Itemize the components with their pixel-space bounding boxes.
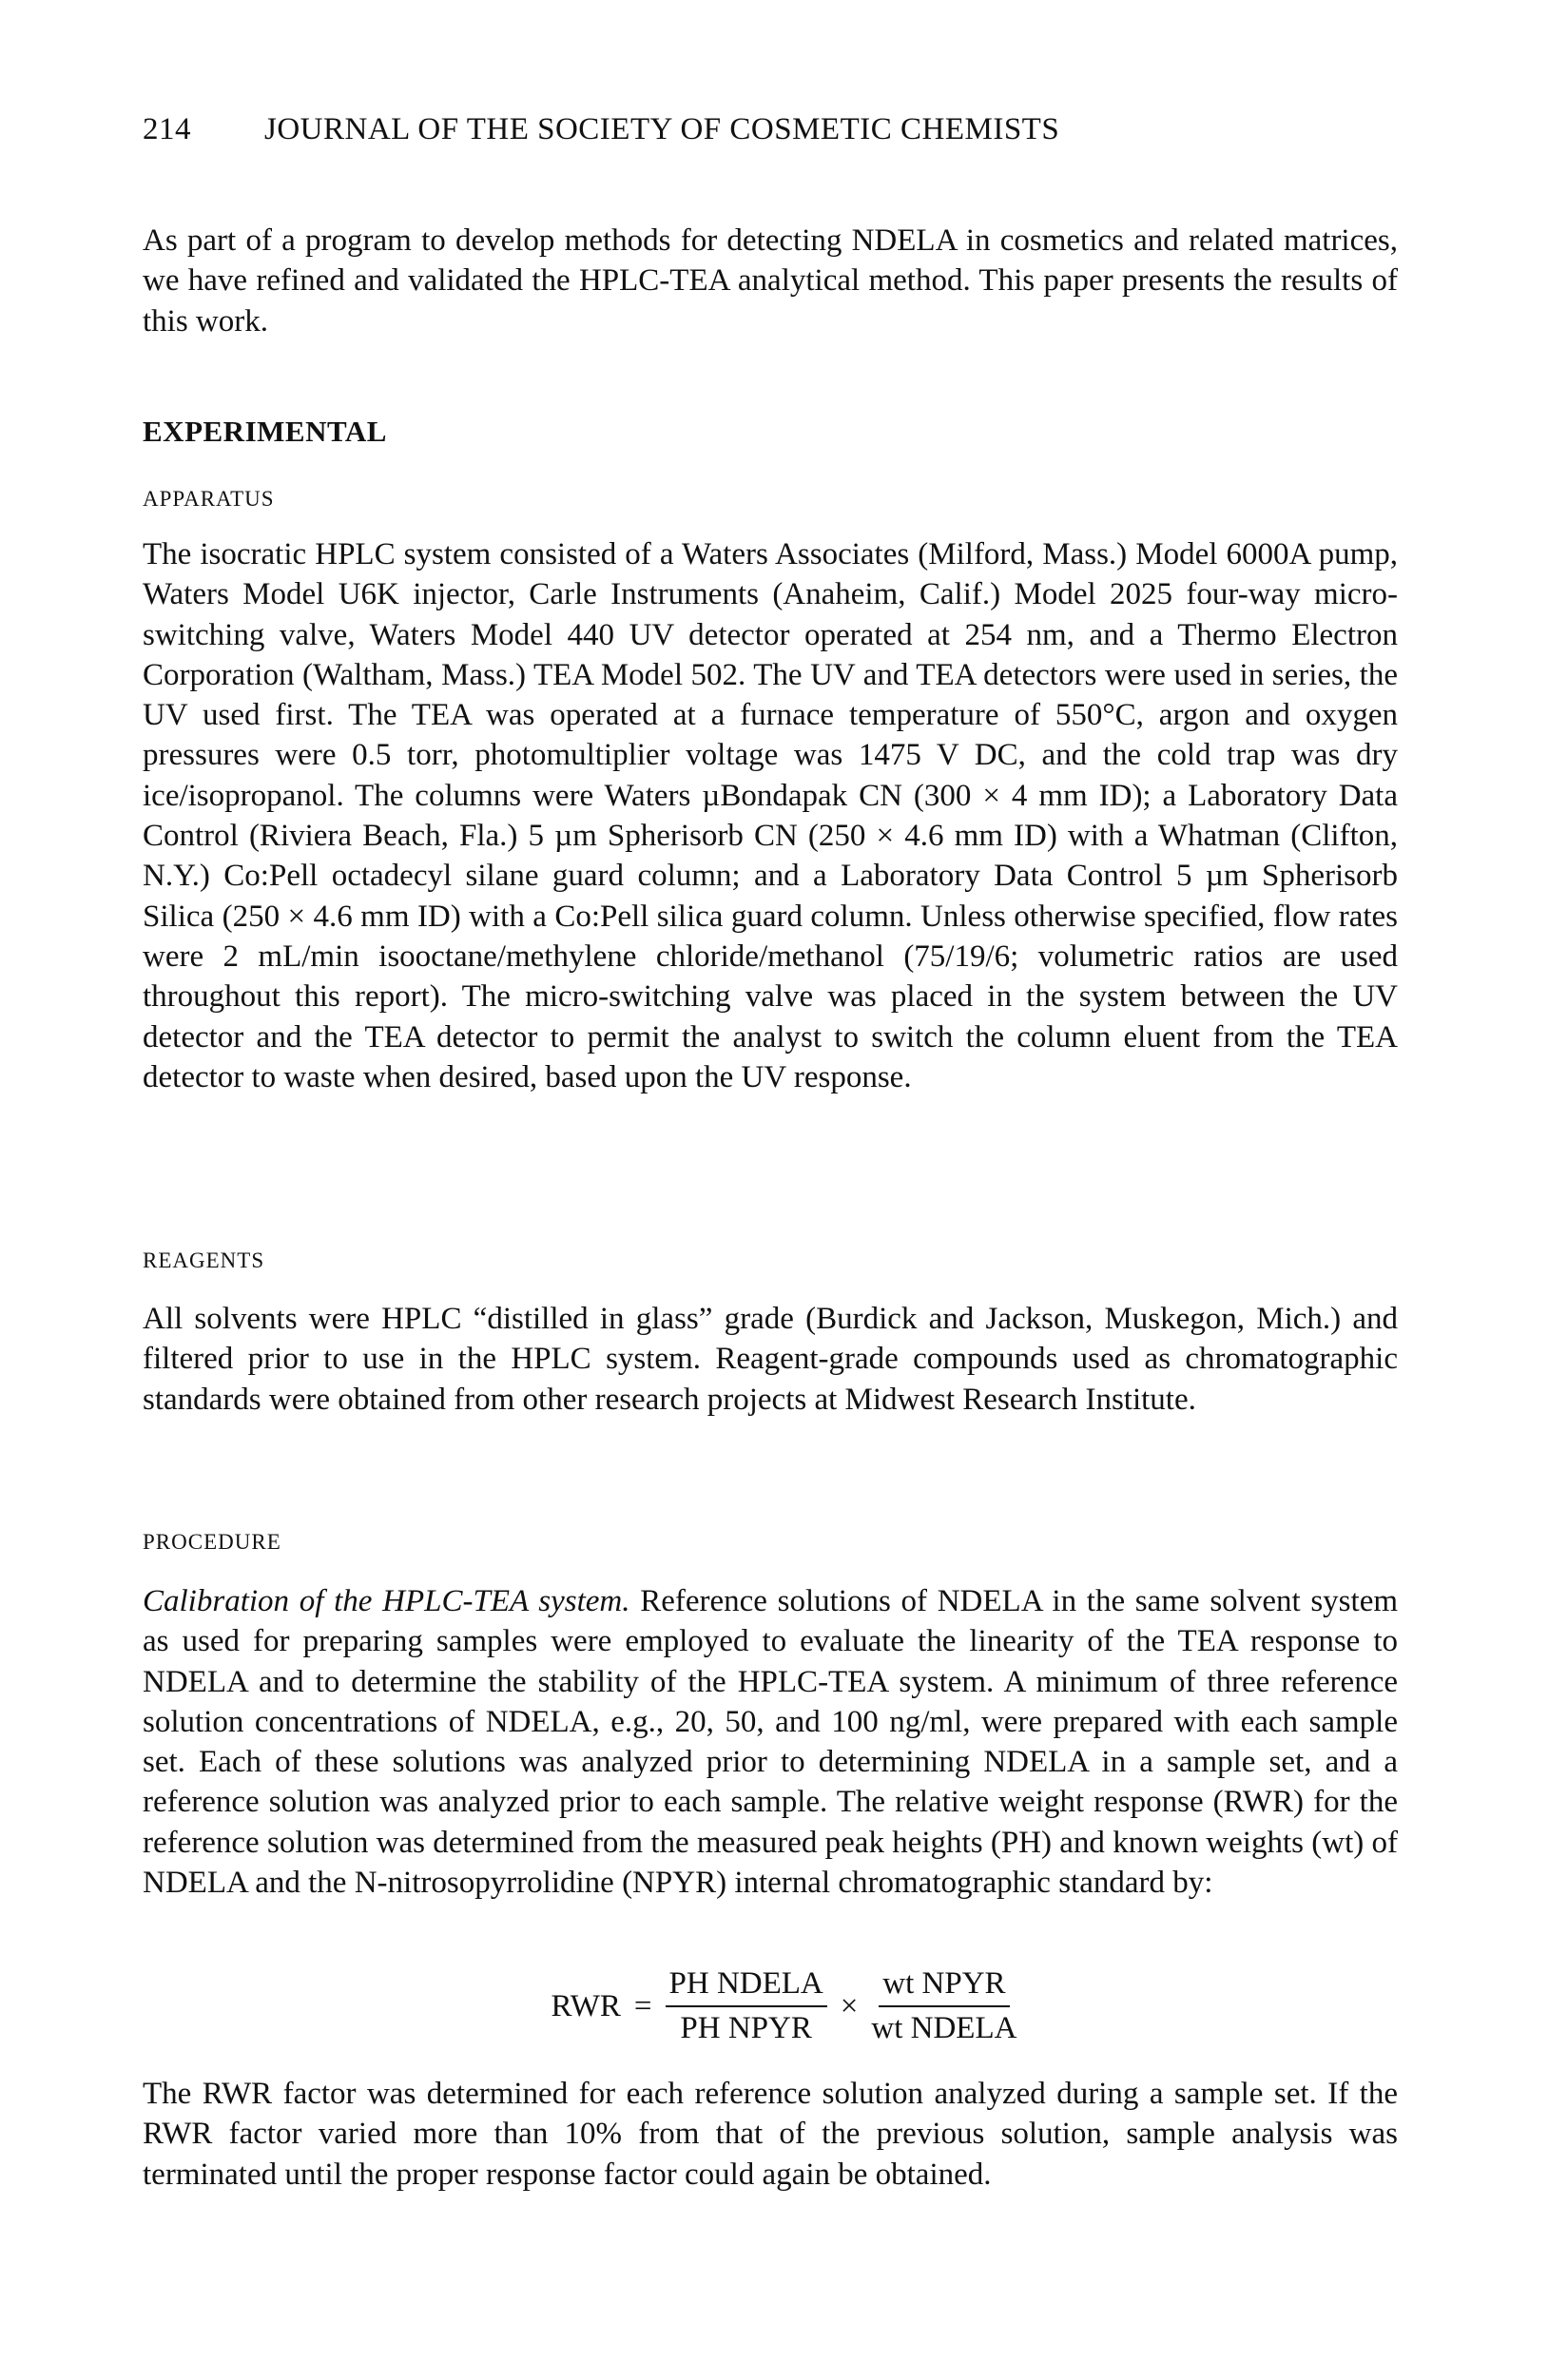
denominator-wt-ndela: wt NDELA — [871, 2011, 1017, 2045]
subsection-heading-reagents: REAGENTS — [143, 1248, 265, 1272]
calibration-subheading: Calibration of the HPLC-TEA system. — [143, 1584, 630, 1618]
rwr-text: The RWR factor was determined for each reference solution analyzed during a sample set. If the RWR factor varied more than 10% from that of the previous solution, sample analysis was terminated until the proper response factor could again be obtained. — [143, 2077, 1398, 2192]
formula-equals: = — [633, 1988, 652, 2023]
journal-title: JOURNAL OF THE SOCIETY OF COSMETIC CHEMISTS — [264, 112, 1060, 146]
numerator-ph-ndela: PH NDELA — [666, 1966, 827, 2007]
formula-lhs: RWR — [551, 1988, 621, 2023]
fraction-weight — [871, 1966, 1016, 2046]
subsection-heading-apparatus: APPARATUS — [143, 487, 275, 511]
apparatus-paragraph — [143, 534, 1398, 1097]
procedure-paragraph — [143, 1581, 1398, 1903]
apparatus-text: The isocratic HPLC system consisted of a Waters Associates (Milford, Mass.) Model 6000A pump, Waters Model U6K injector, Carle Instruments (Anaheim, Calif.) Model 2025 four-way micro-switching valve, Waters Model 440 UV detector operated at 254 nm, and a Thermo Electron Corporation (Waltham, Mass.) TEA Model 502. The UV and TEA detectors were used in series, the UV used first. The TEA was operated at a furnace temperature of 550°C, argon and oxygen pressures were 0.5 torr, photomultiplier voltage was 1475 V DC, and the cold trap was dry ice/isopropanol. The columns were Waters µBondapak CN (300 × 4 mm ID); a Laboratory Data Control (Riviera Beach, Fla.) 5 µm Spherisorb CN (250 × 4.6 mm ID) with a Whatman (Clifton, N.Y.) Co:Pell octadecyl silane guard column; and a Laboratory Data Control 5 µm Spherisorb Silica (250 × 4.6 mm ID) with a Co:Pell silica guard column. Unless otherwise specified, flow rates were 2 mL/min isooctane/methylene chloride/methanol (75/19/6; volumetric ratios are used throughout this report). The micro-switching valve was placed in the system between the UV detector and the TEA detector to permit the analyst to switch the column eluent from the TEA detector to waste when desired, based upon the UV response. — [143, 537, 1398, 1094]
rwr-paragraph — [143, 2074, 1398, 2195]
reagents-paragraph — [143, 1299, 1398, 1420]
section-heading-experimental: EXPERIMENTAL — [143, 415, 387, 448]
subsection-heading-procedure: PROCEDURE — [143, 1530, 281, 1554]
fraction-peak-height — [666, 1966, 827, 2046]
denominator-ph-npyr: PH NPYR — [680, 2011, 812, 2045]
intro-paragraph — [143, 221, 1398, 341]
running-header — [143, 112, 1059, 147]
procedure-text: Reference solutions of NDELA in the same solvent system as used for preparing samples were employed to evaluate the linearity of the TEA response to NDELA and to determine the stability of the HPLC-TEA system. A minimum of three reference solution concentrations of NDELA, e.g., 20, 50, and 100 ng/ml, were prepared with each sample set. Each of these solutions was analyzed prior to determining NDELA in a sample set, and a reference solution was analyzed prior to each sample. The relative weight response (RWR) for the reference solution was determined from the measured peak heights (PH) and known weights (wt) of NDELA and the N-nitrosopyrrolidine (NPYR) internal chromatographic standard by: — [143, 1584, 1399, 1901]
rwr-formula — [0, 1966, 1568, 2046]
intro-text: As part of a program to develop methods for detecting NDELA in cosmetics and related matrices, we have refined and validated the HPLC-TEA analytical method. This paper presents the results of this work. — [143, 223, 1398, 339]
page-number: 214 — [143, 112, 191, 146]
formula-times: × — [840, 1988, 859, 2023]
numerator-wt-npyr: wt NPYR — [879, 1966, 1009, 2007]
reagents-text: All solvents were HPLC “distilled in glass” grade (Burdick and Jackson, Muskegon, Mich.) and filtered prior to use in the HPLC system. Reagent-grade compounds used as chromatographic standards were obtained from other research projects at Midwest Research Institute. — [143, 1302, 1398, 1417]
